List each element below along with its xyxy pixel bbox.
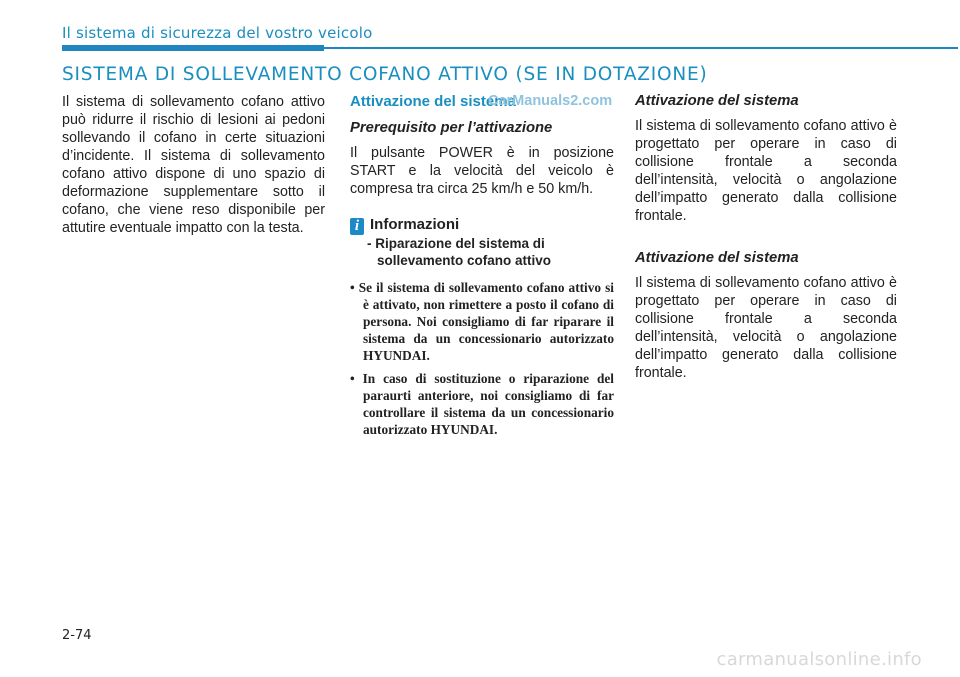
chapter-header: Il sistema di sicurezza del vostro veicolo <box>62 24 373 42</box>
page-number: 2-74 <box>62 628 92 643</box>
header-rule-thin <box>324 47 958 49</box>
activation-heading-text: Attivazione del sistema <box>350 93 516 110</box>
info-icon: i <box>350 218 364 235</box>
column-prerequisites <box>350 93 614 444</box>
prerequisite-heading: Prerequisito per l’attivazione <box>350 120 553 136</box>
info-bullet-list <box>350 279 614 438</box>
column-intro <box>62 93 325 237</box>
info-title: Informazioni <box>370 216 460 233</box>
section-title: SISTEMA DI SOLLEVAMENTO COFANO ATTIVO (SE IN DOTAZIONE) <box>62 64 708 85</box>
info-bullet: • In caso di sostituzione o riparazione del paraurti anteriore, noi consigliamo di far controllare il sistema da un concessionario autorizzato HYUNDAI. <box>350 371 614 437</box>
prerequisite-paragraph: Il pulsante POWER è in posizione START e la velocità del veicolo è compresa tra circa 25 km/h e 50 km/h. <box>350 145 614 197</box>
intro-paragraph: Il sistema di sollevamento cofano attivo può ridurre il rischio di lesioni ai pedoni sollevando il cofano in certe situazioni d’incidente. Il sistema di sollevamento cofano attivo dispone di uno spazio di deformazione supplementare sotto il cofano, che viene reso disponibile per attutire eventuale impatto con la testa. <box>62 94 325 236</box>
footer-site-mark: carmanualsonline.info <box>716 649 922 670</box>
activation-paragraph-2: Il sistema di sollevamento cofano attivo è progettato per operare in caso di collisione frontale a seconda dell’intensità, velocità o angolazione dell’impatto generato dalla collisione frontale. <box>635 275 897 381</box>
info-box-header <box>350 216 614 235</box>
header-rule-thick <box>62 45 324 51</box>
info-bullet: • Se il sistema di sollevamento cofano attivo si è attivato, non rimettere a posto il cofano di persona. Noi consigliamo di far riparare il sistema da un concessionario autorizzato HYUNDAI. <box>350 280 614 363</box>
column-activation <box>635 93 897 382</box>
activation-heading <box>350 93 614 110</box>
activation-paragraph-1: Il sistema di sollevamento cofano attivo è progettato per operare in caso di collisione frontale a seconda dell’intensità, velocità o angolazione dell’impatto generato dalla collisione frontale. <box>635 118 897 224</box>
activation-subheading-2: Attivazione del sistema <box>635 250 799 266</box>
activation-subheading-1: Attivazione del sistema <box>635 93 799 109</box>
watermark-text: CarManuals2.com <box>488 93 613 109</box>
info-subtitle: - Riparazione del sistema di sollevamento cofano attivo <box>367 236 552 268</box>
